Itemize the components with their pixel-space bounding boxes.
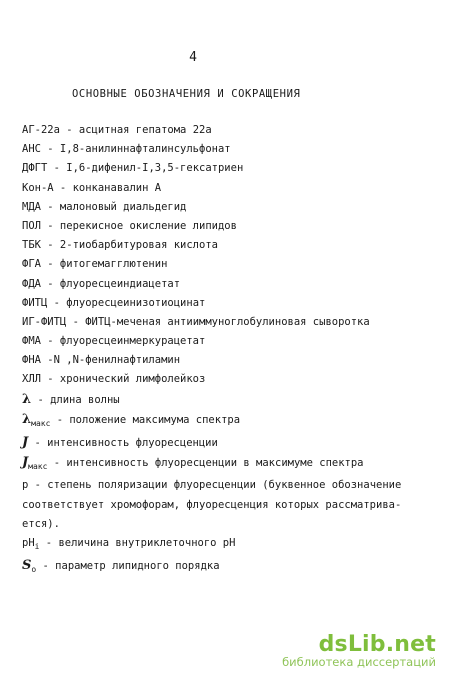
order-parameter-symbol: S [22, 558, 32, 574]
page-number: 4 [189, 50, 197, 65]
watermark-subtitle: библиотека диссертаций [282, 655, 436, 669]
list-item [22, 258, 432, 271]
definition: - малоновый диальдегид [40, 200, 187, 213]
list-item [22, 456, 432, 473]
abbreviation: pH [22, 536, 35, 549]
abbreviation: ФИТЦ [22, 296, 48, 309]
definition: - хронический лимфолейкоз [40, 373, 206, 386]
definition: -N ,N-фенилнафтиламин [40, 354, 181, 367]
intensity-symbol: J [22, 455, 29, 471]
list-item [22, 220, 432, 233]
abbreviation: МДА [22, 200, 41, 213]
list-item [22, 182, 432, 195]
definition: - длина волны [31, 393, 120, 406]
definition: - I,8-анилиннафталинсульфонат [40, 143, 231, 156]
section-heading: ОСНОВНЫЕ ОБОЗНАЧЕНИЯ И СОКРАЩЕНИЯ [72, 88, 301, 100]
definition: - величина внутриклеточного рН [39, 536, 236, 549]
lambda-symbol: λ [22, 391, 32, 407]
abbreviation: ХЛЛ [22, 373, 41, 386]
definition: - перекисное окисление липидов [40, 219, 237, 232]
list-item [22, 436, 432, 450]
subscript: макс [31, 418, 51, 428]
list-item [22, 413, 432, 430]
abbreviation: ФМА [22, 335, 41, 348]
list-item [22, 124, 432, 137]
lambda-symbol: λ [22, 411, 32, 427]
abbreviation: ИГ-ФИТЦ [22, 315, 67, 328]
subscript: макс [28, 462, 48, 472]
list-item [22, 162, 432, 175]
abbreviation: ФДА [22, 277, 41, 290]
intensity-symbol: J [22, 435, 29, 450]
definition: - положение максимума спектра [50, 413, 241, 426]
subscript: i [34, 541, 40, 551]
list-item [22, 239, 432, 252]
abbreviation: АГ-22а [22, 124, 60, 136]
abbreviation: ДФГТ [22, 162, 48, 175]
abbreviation: ФНА [22, 354, 41, 367]
abbreviation: ПОЛ [22, 219, 41, 232]
definition: - степень поляризации флуоресценции (буквенное обозначение [28, 479, 402, 492]
abbreviation: Кон-А [22, 181, 54, 194]
definition: - 2-тиобарбитуровая кислота [40, 239, 218, 252]
watermark-logo: dsLib.net [318, 632, 436, 657]
definition: - параметр липидного порядка [36, 560, 220, 573]
abbreviation: ТБК [22, 239, 41, 252]
definition: - конканавалин А [53, 181, 162, 194]
definition: - интенсивность флуоресценции [28, 437, 218, 449]
list-item [22, 143, 432, 156]
abbreviation: p [22, 479, 29, 492]
list-item [22, 278, 432, 291]
list-item [22, 201, 432, 214]
list-item [22, 393, 432, 407]
subscript: o [31, 565, 37, 575]
watermark [282, 632, 436, 669]
definition: - интенсивность флуоресценции в максимуме спектра [47, 457, 364, 470]
definition: - асцитная гепатома 22а [59, 124, 212, 136]
list-item [22, 373, 432, 386]
list-item [22, 559, 432, 576]
definition: - флуоресцеиндиацетат [40, 277, 181, 290]
list-item [22, 297, 432, 310]
definition: - ФИТЦ-меченая антииммуноглобулиновая сыворотка [66, 315, 370, 328]
continuation-line: ется). [22, 517, 60, 530]
list-item [22, 537, 432, 553]
list-item [22, 354, 432, 367]
abbreviation: АНС [22, 143, 41, 156]
continuation-line: соответствует хромофорам, флуоресценция которых рассматрива- [22, 498, 402, 511]
abbreviation: ФГА [22, 258, 41, 271]
list-item [22, 316, 432, 329]
abbreviation-list [22, 124, 432, 582]
list-item [22, 479, 432, 492]
list-item [22, 335, 432, 348]
definition: - фитогемагглютенин [40, 258, 168, 271]
definition: - I,6-дифенил-I,3,5-гексатриен [47, 162, 244, 175]
definition: - флуоресцеинизотиоцинат [47, 296, 206, 309]
definition: - флуоресцеинмеркурацетат [40, 335, 206, 348]
